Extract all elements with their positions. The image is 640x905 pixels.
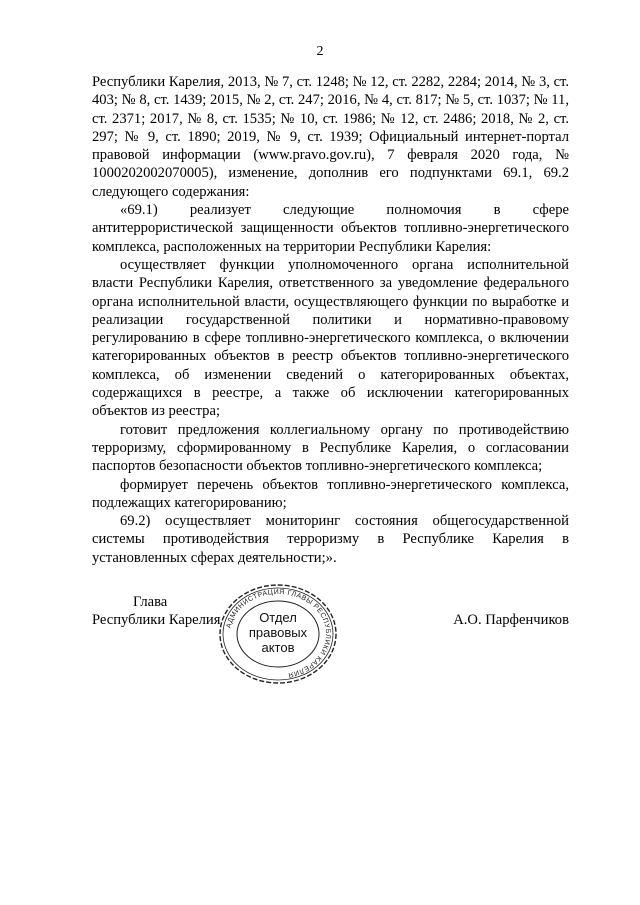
stamp-line2: правовых — [248, 625, 308, 640]
stamp-ring-text: АДМИНИСТРАЦИЯ ГЛАВЫ РЕСПУБЛИКИ КАРЕЛИЯ — [225, 588, 332, 679]
signatory-title-line1: Глава — [133, 594, 168, 610]
paragraph-amendment-sources: Республики Карелия, 2013, № 7, ст. 1248; № 12, ст. 2282, 2284; 2014, № 3, ст. 403; № 8, ст. 1439; 2015, № 2, ст. 247; 2016, № 4, ст. 817; № 5, ст. 1037; № 11, ст. 2371; 2017, № 8, ст. 1535; № 10, ст. 1986; № 12, ст. 2486; 2018, № 2, ст. 297; № 9, ст. 1890; 2019, № 9, ст. 1939; Официальный интернет-портал правовой информации (www.pravo.gov.ru), 7 февраля 2020 года, № 1000202002070005), изменение, дополнив его подпунктами 69.1, 69.2 следующего содержания: — [92, 74, 569, 200]
paragraph-proposals: готовит предложения коллегиальному органу по противодействию терроризму, сформированному в Республике Карелия, о согласовании паспортов безопасности объектов топливно-энергетического комплекса; — [92, 421, 569, 475]
official-stamp — [214, 582, 342, 686]
paragraph-69-1: «69.1) реализует следующие полномочия в сфере антитеррористической защищенности объектов топливно-энергетического комплекса, расположенных на территории Республики Карелия: — [92, 202, 569, 255]
paragraph-list-forming: формирует перечень объектов топливно-энергетического комплекса, подлежащих категорированию; — [92, 476, 569, 511]
signatory-title-line2: Республики Карелия — [92, 612, 221, 628]
stamp-line3: актов — [261, 640, 295, 655]
paragraph-69-2: 69.2) осуществляет мониторинг состояния общегосударственной системы противодействия терроризму в Республике Карелия в установленных сферах деятельности;». — [92, 513, 569, 566]
page-number: 2 — [316, 44, 324, 59]
stamp-line1: Отдел — [259, 610, 297, 625]
document-body — [92, 73, 569, 567]
paragraph-notification-function: осуществляет функции уполномоченного органа исполнительной власти Республики Карелия, ответственного за уведомление федерального органа исполнительной власти, осуществляющего функции по выработке и реализации государственной политики и нормативно-правовому регулированию в сфере топливно-энергетического комплекса, о включении категорированных объектов в реестр объектов топливно-энергетического комплекса, об изменении сведений о категорированных объектах, содержащихся в реестре, а также об исключении категорированных объектов из реестра; — [92, 256, 569, 420]
signatory-name: А.О. Парфенчиков — [453, 612, 569, 628]
